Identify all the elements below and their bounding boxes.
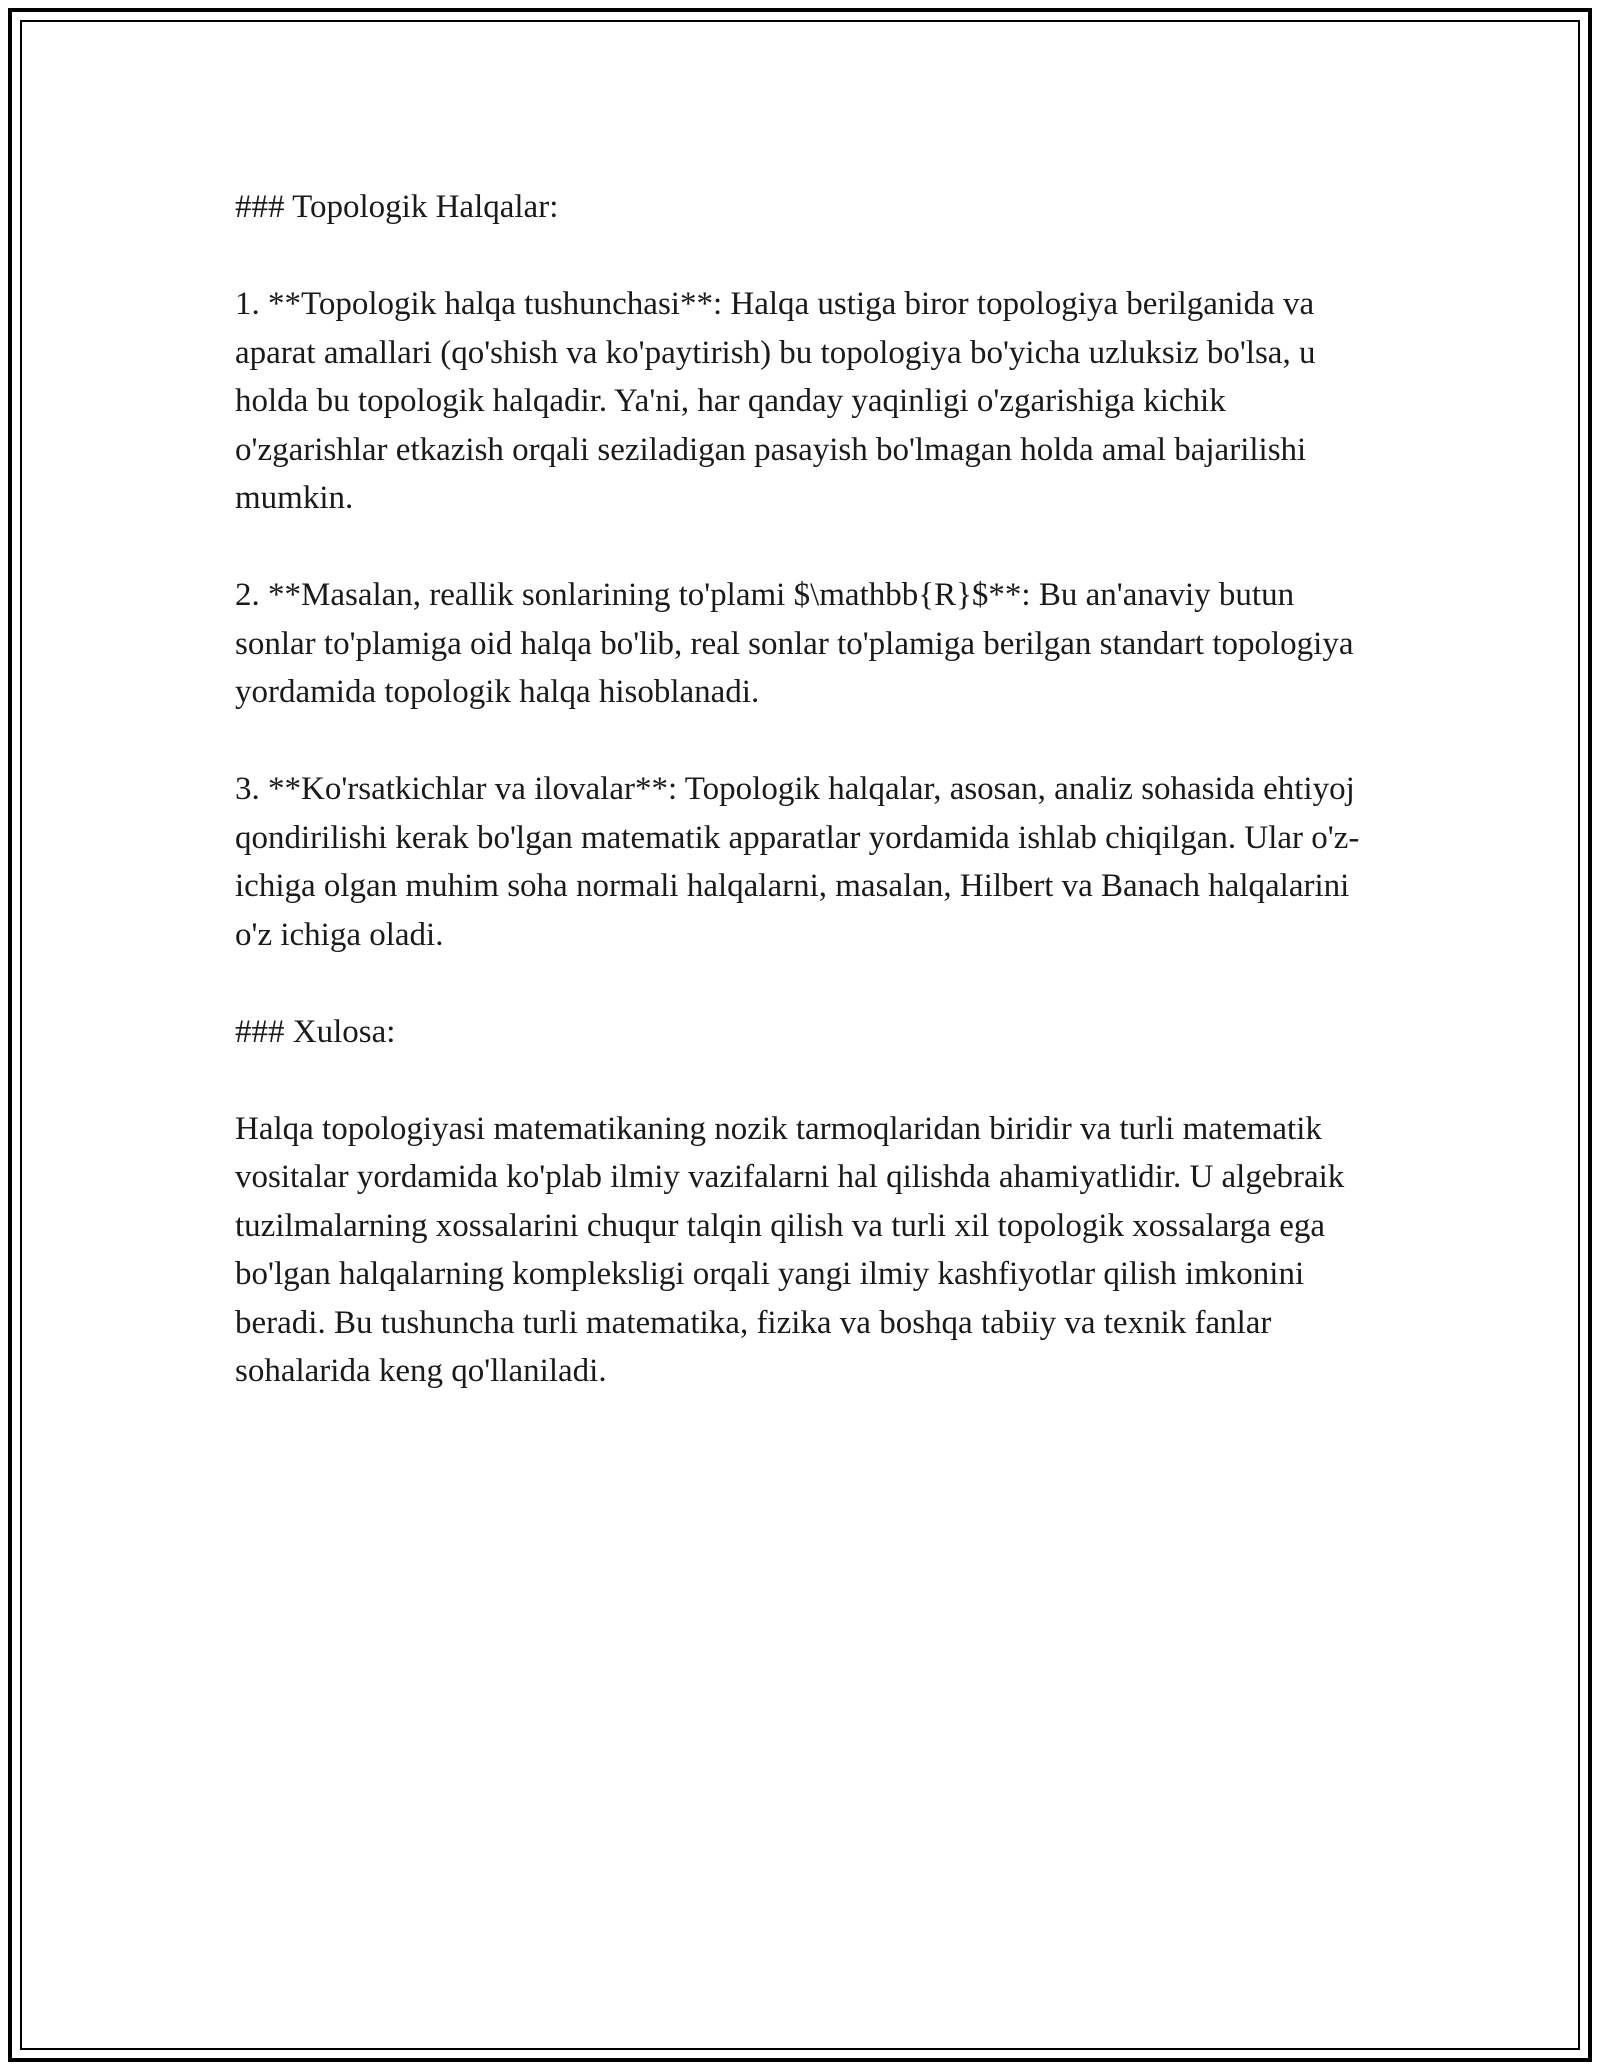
list-item-1: 1. **Topologik halqa tushunchasi**: Halqa ustiga biror topologiya berilganida va aparat amallari (qo'shish va ko'paytirish) bu topologiya bo'yicha uzluksiz bo'lsa, u holda bu topologik halqadir. Ya'ni, har qanday yaqinligi o'zgarishiga kichik o'zgarishlar etkazish orqali seziladigan pasayish bo'lmagan holda amal bajarilishi mumkin.: [235, 286, 1316, 516]
conclusion-paragraph: Halqa topologiyasi matematikaning nozik tarmoqlaridan biridir va turli matematik vositalar yordamida ko'plab ilmiy vazifalarni hal qilishda ahamiyatlidir. U algebraik tuzilmalarning xossalarini chuqur talqin qilish va turli xil topologik xossalarga ega bo'lgan halqalarning kompleksligi orqali yangi ilmiy kashfiyotlar qilish imkonini beradi. Bu tushuncha turli matematika, fizika va boshqa tabiiy va texnik fanlar sohalarida keng qo'llaniladi.: [235, 1110, 1345, 1389]
list-item-3: 3. **Ko'rsatkichlar va ilovalar**: Topologik halqalar, asosan, analiz sohasida ehtiyoj qondirilishi kerak bo'lgan matematik apparatlar yordamida ishlab chiqilgan. Ular o'z-ichiga olgan muhim soha normali halqalarni, masalan, Hilbert va Banach halqalarini o'z ichiga oladi.: [235, 771, 1360, 953]
section-heading-topologik-halqalar: ### Topologik Halqalar:: [235, 189, 559, 225]
section-heading-xulosa: ### Xulosa:: [235, 1013, 396, 1050]
document-body: [235, 183, 1375, 1444]
list-item-2: 2. **Masalan, reallik sonlarining to'plami $\mathbb{R}$**: Bu an'anaviy butun sonlar to'plamiga oid halqa bo'lib, real sonlar to'plamiga berilgan standart topologiya yordamida topologik halqa hisoblanadi.: [235, 577, 1354, 710]
